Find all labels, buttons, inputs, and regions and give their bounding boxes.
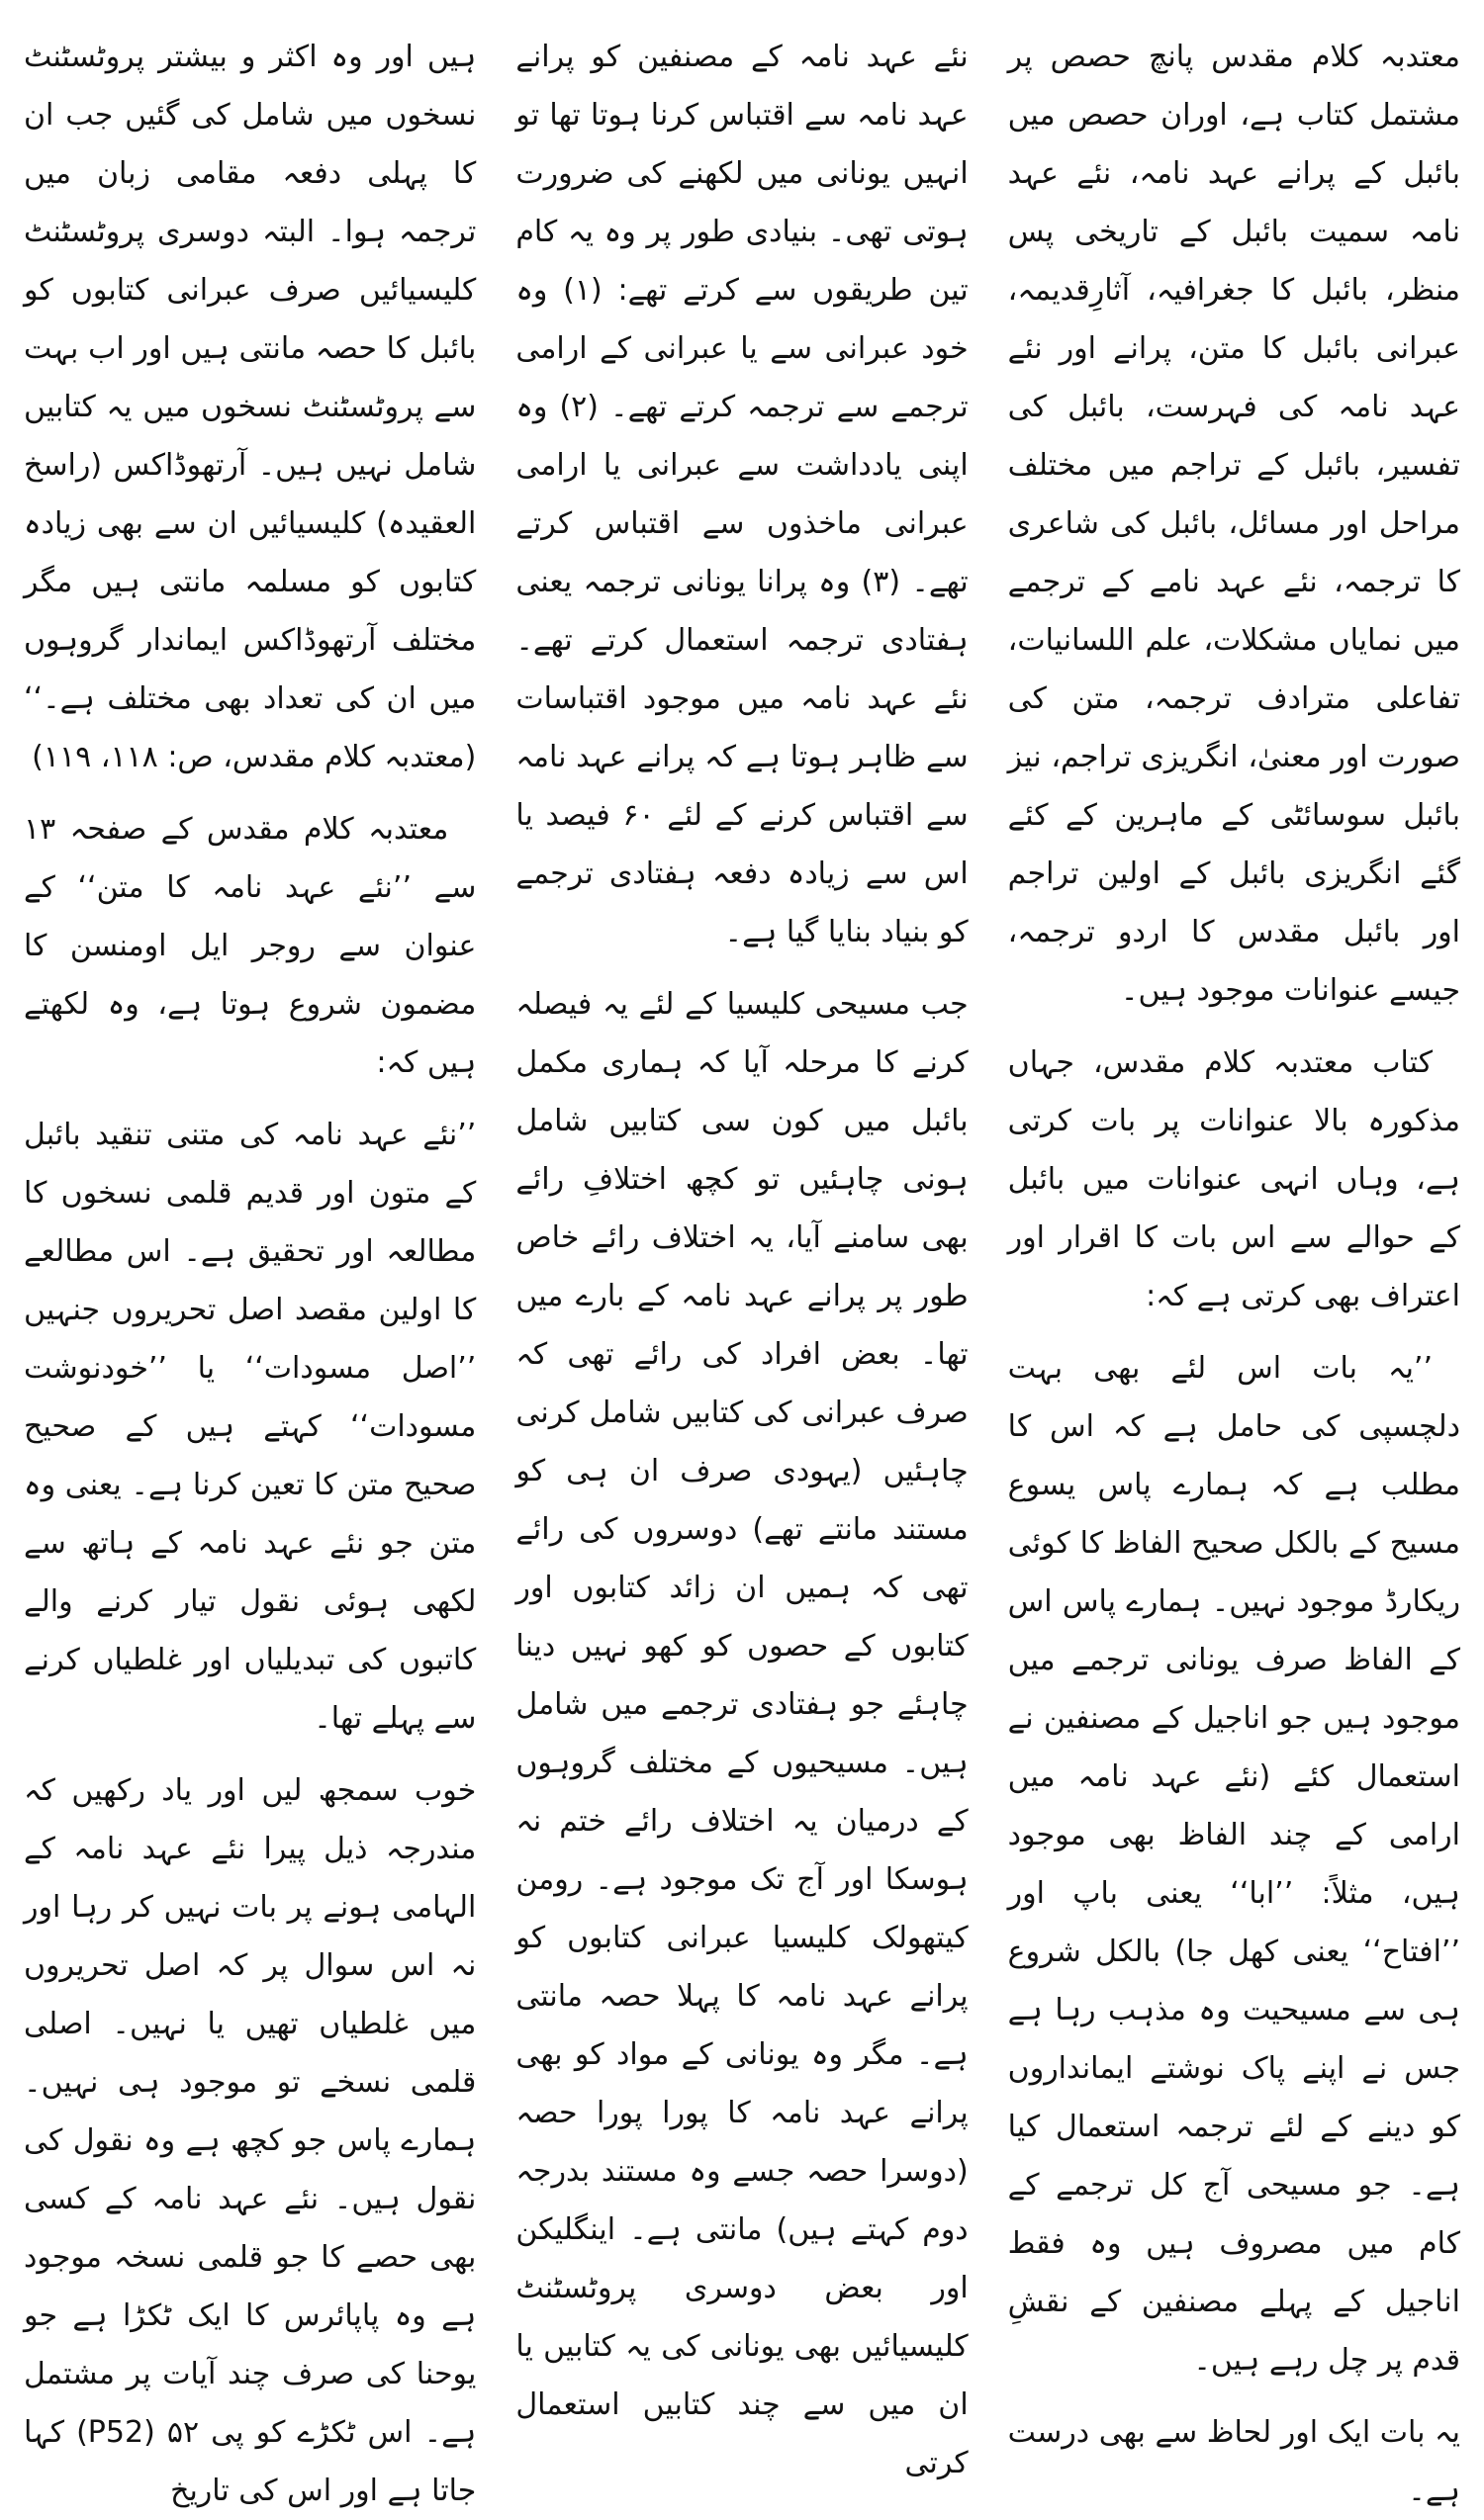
paragraph: جب مسیحی کلیسیا کے لئے یہ فیصلہ کرنے کا مرحلہ آیا کہ ہماری مکمل بائبل میں کون سی کتابیں شامل ہونی چاہئیں تو کچھ اختلافِ رائے بھی سامنے آیا، یہ اختلاف رائے خاص طور پر پرانے عہد نامہ کے بارے میں تھا۔ بعض افراد کی رائے تھی کہ صرف عبرانی کی کتابیں شامل کرنی چاہئیں (یہودی صرف ان ہی کو مستند مانتے تھے) دوسروں کی رائے تھی کہ ہمیں ان زائد کتابوں اور کتابوں کے حصوں کو کھو نہیں دینا چاہئے جو ہفتادی ترجمے میں شامل ہیں۔ مسیحیوں کے مختلف گروہوں کے درمیان یہ اختلاف رائے ختم نہ ہوسکا اور آج تک موجود ہے۔ رومن کیتھولک کلیسیا عبرانی کتابوں کو پرانے عہد نامہ کا پہلا حصہ مانتی ہے۔ مگر وہ یونانی کے مواد کو بھی پرانے عہد نامہ کا پورا پورا حصہ (دوسرا حصہ جسے وہ مستند بدرجہ دوم کہتے ہیں) مانتی ہے۔ اینگلیکن اور بعض دوسری پروٹسٹنٹ کلیسیائیں بھی یونانی کی یہ کتابیں یا ان میں سے چند کتابیں استعمال کرتی bbox=[515, 987, 969, 2480]
paragraph: معتدبہ کلام مقدس کے صفحہ ۱۳ سے ’’نئے عہد نامہ کا متن‘‘ کے عنوان سے روجر ایل اومنسن کا مضمون شروع ہوتا ہے، وہ لکھتے ہیں کہ: bbox=[24, 812, 477, 1080]
text-column-right bbox=[1007, 28, 1460, 2508]
paragraph: نئے عہد نامہ کے مصنفین کو پرانے عہد نامہ سے اقتباس کرنا ہوتا تھا تو انہیں یونانی میں لکھنے کی ضرورت ہوتی تھی۔ بنیادی طور پر وہ یہ کام تین طریقوں سے کرتے تھے: (۱) وہ خود عبرانی سے یا عبرانی کے ارامی ترجمے سے ترجمہ کرتے تھے۔ (۲) وہ اپنی یادداشت سے عبرانی یا ارامی عبرانی ماخذوں سے اقتباس کرتے تھے۔ (۳) وہ پرانا یونانی ترجمہ یعنی ہفتادی ترجمہ استعمال کرتے تھے۔ نئے عہد نامہ میں موجود اقتباسات سے ظاہر ہوتا ہے کہ پرانے عہد نامہ سے اقتباس کرنے کے لئے ۶۰ فیصد یا اس سے زیادہ دفعہ ہفتادی ترجمے کو بنیاد بنایا گیا ہے۔ bbox=[515, 40, 969, 949]
paragraph: ہیں اور وہ اکثر و بیشتر پروٹسٹنٹ نسخوں میں شامل کی گئیں جب ان کا پہلی دفعہ مقامی زبان میں ترجمہ ہوا۔ البتہ دوسری پروٹسٹنٹ کلیسیائیں صرف عبرانی کتابوں کو بائبل کا حصہ مانتی ہیں اور اب بہت سے پروٹسٹنٹ نسخوں میں یہ کتابیں شامل نہیں ہیں۔ آرتھوڈاکس (راسخ العقیدہ) کلیسیائیں ان سے بھی زیادہ کتابوں کو مسلمہ مانتی ہیں مگر مختلف آرتھوڈاکس ایماندار گروہوں میں ان کی تعداد بھی مختلف ہے۔‘‘ (معتدبہ کلام مقدس، ص: ۱۱۸، ۱۱۹) bbox=[24, 40, 477, 774]
paragraph: کتاب معتدبہ کلام مقدس، جہاں مذکورہ بالا عنوانات پر بات کرتی ہے، وہاں انہی عنوانات میں بائبل کے حوالے سے اس بات کا اقرار اور اعتراف بھی کرتی ہے کہ: bbox=[1007, 1045, 1460, 1313]
paragraph: ’’نئے عہد نامہ کی متنی تنقید بائبل کے متون اور قدیم قلمی نسخوں کا مطالعہ اور تحقیق ہے۔ اس مطالعے کا اولین مقصد اصل تحریروں جنہیں ’’اصل مسودات‘‘ یا ’’خودنوشت مسودات‘‘ کہتے ہیں کے صحیح صحیح متن کا تعین کرنا ہے۔ یعنی وہ متن جو نئے عہد نامہ کے ہاتھ سے لکھی ہوئی نقول تیار کرنے والے کاتبوں کی تبدیلیاں اور غلطیاں کرنے سے پہلے تھا۔ bbox=[24, 1118, 477, 1736]
text-column-middle bbox=[515, 28, 969, 2480]
paragraph: یہ بات ایک اور لحاظ سے بھی درست ہے۔ bbox=[1007, 2415, 1460, 2508]
paragraph: ’’یہ بات اس لئے بھی بہت دلچسپی کی حامل ہے کہ اس کا مطلب ہے کہ ہمارے پاس یسوع مسیح کے بالکل صحیح الفاظ کا کوئی ریکارڈ موجود نہیں۔ ہمارے پاس اس کے الفاظ صرف یونانی ترجمے میں موجود ہیں جو اناجیل کے مصنفین نے استعمال کئے (نئے عہد نامہ میں ارامی کے چند الفاظ بھی موجود ہیں، مثلاً: ’’ابا‘‘ یعنی باپ اور ’’افتاح‘‘ یعنی کھل جا) بالکل شروع ہی سے مسیحیت وہ مذہب رہا ہے جس نے اپنے پاک نوشتے ایمانداروں کو دینے کے لئے ترجمہ استعمال کیا ہے۔ جو مسیحی آج کل ترجمے کے کام میں مصروف ہیں وہ فقط اناجیل کے پہلے مصنفین کے نقشِ قدم پر چل رہے ہیں۔ bbox=[1007, 1351, 1460, 2378]
document-page bbox=[24, 28, 1460, 2508]
text-column-left bbox=[24, 28, 477, 2508]
paragraph: معتدبہ کلام مقدس پانچ حصص پر مشتمل کتاب ہے، اوران حصص میں بائبل کے پرانے عہد نامہ، نئے عہد نامہ سمیت بائبل کے تاریخی پس منظر، بائبل کا جغرافیہ، آثارِقدیمہ، عبرانی بائبل کا متن، پرانے اور نئے عہد نامہ کی فہرست، بائبل کی تفسیر، بائبل کے تراجم میں مختلف مراحل اور مسائل، بائبل کی شاعری کا ترجمہ، نئے عہد نامے کے ترجمے میں نمایاں مشکلات، علم اللسانیات، تفاعلی مترادف ترجمہ، متن کی صورت اور معنیٰ، انگریزی تراجم، نیز بائبل سوسائٹی کے ماہرین کے کئے گئے انگریزی بائبل کے اولین تراجم اور بائبل مقدس کا اردو ترجمہ، جیسے عنوانات موجود ہیں۔ bbox=[1007, 40, 1460, 1008]
paragraph: خوب سمجھ لیں اور یاد رکھیں کہ مندرجہ ذیل پیرا نئے عہد نامہ کے الہامی ہونے پر بات نہیں کر رہا اور نہ اس سوال پر کہ اصل تحریروں میں غلطیاں تھیں یا نہیں۔ اصلی قلمی نسخے تو موجود ہی نہیں۔ ہمارے پاس جو کچھ ہے وہ نقول کی نقول ہیں۔ نئے عہد نامہ کے کسی بھی حصے کا جو قلمی نسخہ موجود ہے وہ پاپائرس کا ایک ٹکڑا ہے جو یوحنا کی صرف چند آیات پر مشتمل ہے۔ اس ٹکڑے کو پی ۵۲ (P52) کہا جاتا ہے اور اس کی تاریخ bbox=[24, 1773, 477, 2508]
